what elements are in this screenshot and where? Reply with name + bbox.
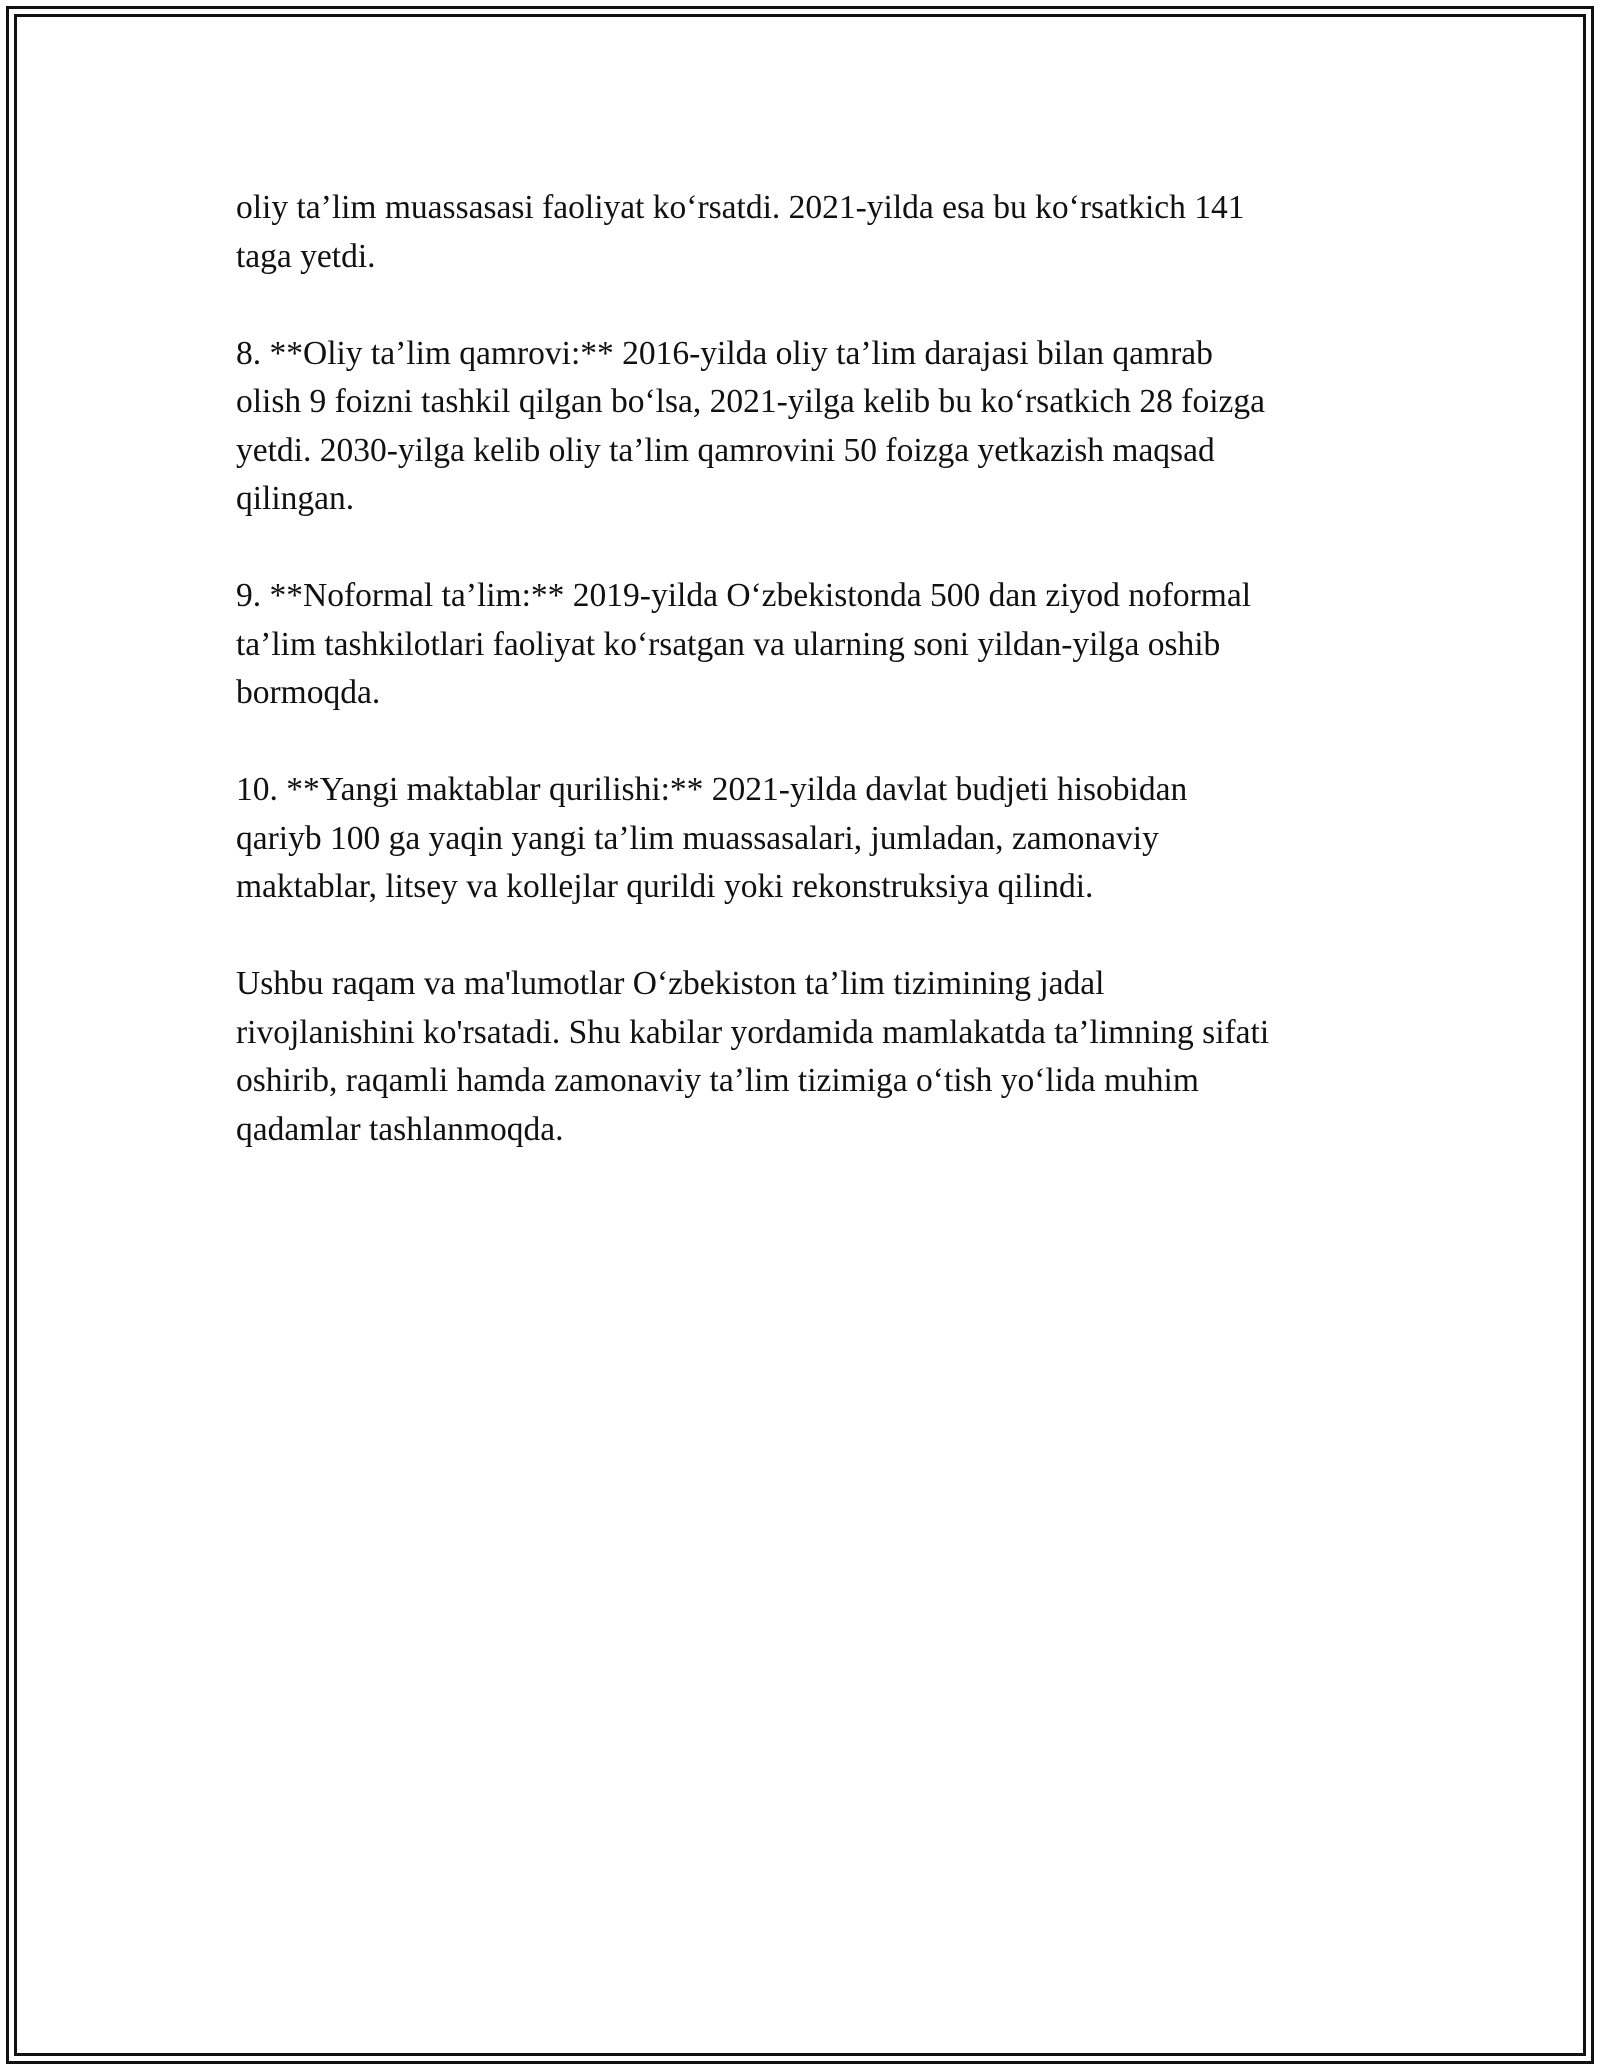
paragraph-conclusion: Ushbu raqam va ma'lumotlar O‘zbekiston ta’lim tizimining jadal rivojlanishini ko'rsatadi. Shu kabilar yordamida mamlakatda ta’limning sifati oshirib, raqamli hamda zamonaviy ta’lim tizimiga o‘tish yo‘lida muhim qadamlar tashlanmoqda. [236, 965, 1270, 1148]
paragraph-item-8-higher-education-coverage: 8. **Oliy ta’lim qamrovi:** 2016-yilda oliy ta’lim darajasi bilan qamrab olish 9 foizni tashkil qilgan bo‘lsa, 2021-yilga kelib bu ko‘rsatkich 28 foizga yetdi. 2030-yilga kelib oliy ta’lim qamrovini 50 foizga yetkazish maqsad qilingan. [236, 334, 1265, 517]
paragraph-item-10-new-schools: 10. **Yangi maktablar qurilishi:** 2021-yilda davlat budjeti hisobidan qariyb 100 ga yaqin yangi ta’lim muassasalari, jumladan, zamonaviy maktablar, litsey va kollejlar qurildi yoki rekonstruksiya qilindi. [236, 771, 1188, 905]
document-body [236, 184, 1376, 1203]
paragraph-item-9-nonformal-education: 9. **Noformal ta’lim:** 2019-yilda O‘zbekistonda 500 dan ziyod noformal ta’lim tashkilotlari faoliyat ko‘rsatgan va ularning soni yildan-yilga oshib bormoqda. [236, 577, 1252, 711]
paragraph-continuation: oliy ta’lim muassasasi faoliyat ko‘rsatdi. 2021-yilda esa bu ko‘rsatkich 141 taga yetdi. [236, 189, 1245, 275]
